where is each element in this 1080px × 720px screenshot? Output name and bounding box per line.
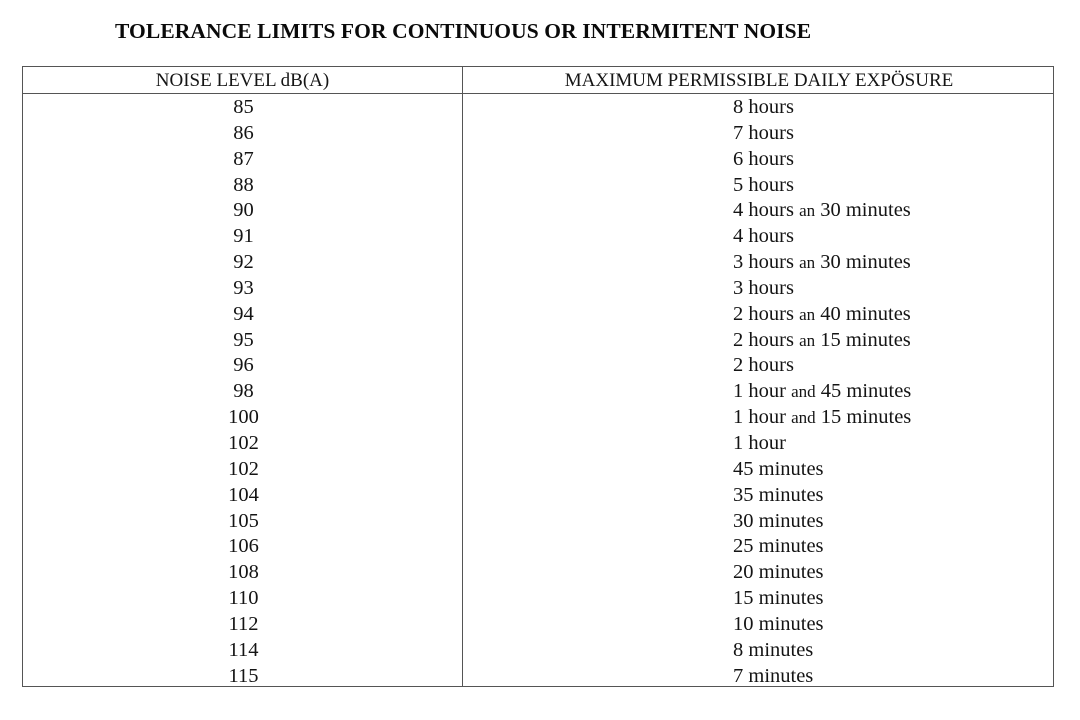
connector-word: and [791,382,816,402]
noise-level-cell: 115 [228,664,259,687]
table-row [23,302,1053,328]
noise-tolerance-table [22,66,1054,687]
exposure-cell: 1 hour and 15 minutes [733,406,912,429]
exposure-cell: 15 minutes [733,587,824,610]
exposure-cell: 5 hours [733,173,794,196]
table-row [23,121,1053,147]
noise-level-cell: 93 [233,276,254,299]
noise-level-cell: 108 [228,561,259,584]
table-row [23,586,1053,612]
exposure-cell: 10 minutes [733,612,824,635]
table-row [23,509,1053,535]
exposure-cell: 2 hours an 15 minutes [733,328,911,351]
table-row [23,224,1053,250]
table-row [23,276,1053,302]
exposure-cell: 20 minutes [733,561,824,584]
noise-level-cell: 102 [228,431,259,454]
table-header-row [23,67,1053,94]
exposure-cell: 8 minutes [733,638,814,661]
header-max-exposure: MAXIMUM PERMISSIBLE DAILY EXPÖSURE [564,70,954,91]
table-row [23,250,1053,276]
document-title: TOLERANCE LIMITS FOR CONTINUOUS OR INTERMITENT NOISE [115,19,812,43]
connector-word: an [799,201,816,221]
connector-word: an [799,304,816,324]
table-row [23,638,1053,664]
exposure-cell: 1 hour and 45 minutes [733,380,912,403]
table-row [23,147,1053,173]
noise-level-cell: 85 [233,96,254,118]
noise-level-cell: 105 [228,509,259,532]
connector-word: and [791,408,816,428]
noise-level-cell: 90 [233,199,254,222]
exposure-cell: 4 hours [733,225,794,248]
noise-level-cell: 110 [228,587,259,610]
noise-level-cell: 98 [233,380,254,403]
table-row [23,483,1053,509]
exposure-cell: 3 hours an 30 minutes [733,251,911,274]
noise-level-cell: 102 [228,457,259,480]
table-row [23,353,1053,379]
noise-level-cell: 94 [233,302,254,325]
table-row [23,664,1053,690]
noise-level-cell: 86 [233,121,254,144]
noise-level-cell: 91 [233,225,254,248]
table-row [23,534,1053,560]
exposure-cell: 6 hours [733,147,794,170]
connector-word: an [799,330,816,350]
noise-level-cell: 92 [233,251,254,274]
noise-level-cell: 104 [228,483,259,506]
noise-level-cell: 114 [228,638,259,661]
noise-level-cell: 87 [233,147,254,170]
noise-level-cell: 88 [233,173,254,196]
exposure-cell: 8 hours [733,96,794,118]
connector-word: an [799,253,816,273]
table-row [23,431,1053,457]
table-row [23,198,1053,224]
table-row [23,612,1053,638]
noise-level-cell: 112 [228,612,259,635]
noise-level-cell: 106 [228,535,259,558]
exposure-cell: 45 minutes [733,457,824,480]
noise-level-cell: 95 [233,328,254,351]
table-row [23,560,1053,586]
table-row [23,457,1053,483]
exposure-cell: 30 minutes [733,509,824,532]
exposure-cell: 25 minutes [733,535,824,558]
noise-level-cell: 100 [228,406,259,429]
table-row [23,379,1053,405]
exposure-cell: 4 hours an 30 minutes [733,199,911,222]
exposure-cell: 2 hours an 40 minutes [733,302,911,325]
table-row [23,173,1053,199]
exposure-cell: 7 minutes [733,664,814,687]
table-row [23,405,1053,431]
exposure-cell: 3 hours [733,276,794,299]
table-row [23,328,1053,354]
exposure-cell: 7 hours [733,121,794,144]
exposure-cell: 1 hour [733,431,786,454]
header-noise-level: NOISE LEVEL dB(A) [155,70,330,91]
exposure-cell: 2 hours [733,354,794,377]
noise-level-cell: 96 [233,354,254,377]
table-body [23,95,1053,689]
table-row [23,95,1053,121]
exposure-cell: 35 minutes [733,483,824,506]
